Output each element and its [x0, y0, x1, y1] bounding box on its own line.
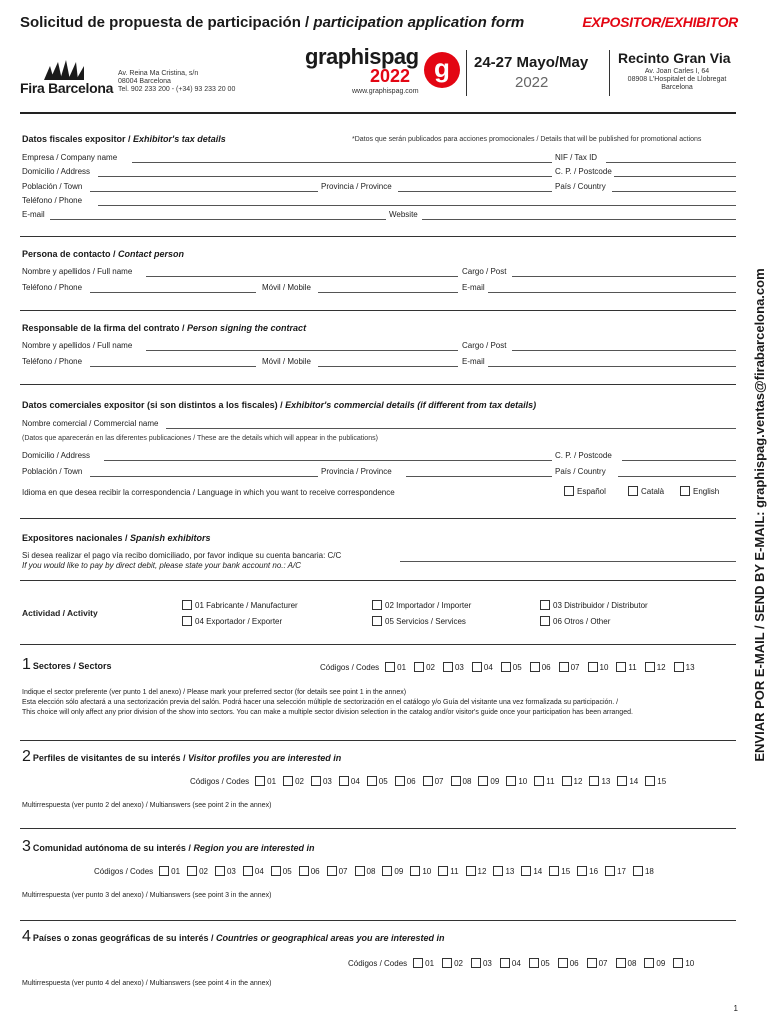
postcode-label: C. P. / Postcode [555, 167, 612, 176]
code-option[interactable] [472, 662, 493, 672]
bank-account-field[interactable] [400, 561, 736, 562]
code-label: 02 [199, 866, 208, 876]
header-divider [609, 50, 610, 96]
language-question: Idioma en que desea recibir la correspondencia / Language in which you want to receive correspondence [22, 488, 395, 497]
countries-codes [348, 958, 694, 968]
regions-note: Multirrespuesta (ver punto 3 del anexo) / Multianswers (see point 3 in the annex) [22, 892, 272, 899]
checkbox-icon[interactable] [616, 958, 626, 968]
signer-phone-field[interactable] [90, 366, 256, 367]
checkbox-icon[interactable] [605, 866, 615, 876]
checkbox-icon[interactable] [589, 776, 599, 786]
code-option[interactable] [587, 958, 608, 968]
code-option[interactable] [159, 866, 180, 876]
code-option[interactable] [283, 776, 304, 786]
code-option[interactable] [633, 866, 654, 876]
checkbox-icon[interactable] [521, 866, 531, 876]
code-label: 08 [627, 958, 637, 968]
countries-note: Multirrespuesta (ver punto 4 del anexo) / Multianswers (see point 4 in the annex) [22, 980, 272, 987]
codes-label: Códigos / Codes [348, 958, 408, 968]
signer-phone-label: Teléfono / Phone [22, 357, 83, 366]
checkbox-icon[interactable] [558, 958, 568, 968]
divider [20, 518, 736, 519]
checkbox-icon[interactable] [562, 776, 572, 786]
town-field[interactable] [90, 191, 318, 192]
checkbox-icon[interactable] [159, 866, 169, 876]
code-label: 14 [629, 776, 639, 786]
checkbox-icon[interactable] [472, 662, 482, 672]
address-field[interactable] [98, 176, 552, 177]
code-option[interactable] [645, 776, 666, 786]
commercial-name-field[interactable] [166, 428, 736, 429]
code-option[interactable] [410, 866, 431, 876]
activity-importer-option[interactable]: 02 Importador / Importer [372, 600, 471, 610]
checkbox-icon[interactable] [549, 866, 559, 876]
code-option[interactable] [385, 662, 406, 672]
code-label: 12 [656, 662, 666, 672]
checkbox-icon[interactable] [501, 662, 511, 672]
event-name: graphispag [305, 44, 419, 69]
checkbox-icon[interactable] [530, 662, 540, 672]
contact-position-field[interactable] [512, 276, 736, 277]
code-label: 05 [540, 958, 550, 968]
regions-codes [94, 866, 654, 876]
code-label: 13 [685, 662, 695, 672]
country-label: País / Country [555, 182, 606, 191]
code-label: 13 [505, 866, 515, 876]
venue-name: Recinto Gran Via [618, 50, 731, 66]
code-option[interactable] [466, 866, 487, 876]
code-label: 09 [394, 866, 404, 876]
code-label: 15 [561, 866, 571, 876]
code-label: 04 [511, 958, 521, 968]
event-dates-year: 2022 [515, 74, 549, 91]
code-label: 03 [226, 866, 236, 876]
code-option[interactable] [215, 866, 236, 876]
divider [20, 920, 736, 921]
sectors-note-1: Indique el sector preferente (ver punto 1 del anexo) / Please mark your preferred sector (for details see point 1 in the annex) [22, 689, 407, 696]
code-option[interactable] [243, 866, 264, 876]
website-field[interactable] [422, 219, 736, 220]
code-label: 10 [422, 866, 432, 876]
email-label: E-mail [22, 210, 45, 219]
checkbox-icon[interactable] [466, 866, 476, 876]
checkbox-icon[interactable] [443, 662, 453, 672]
nif-label: NIF / Tax ID [555, 153, 598, 162]
code-label: 06 [406, 776, 416, 786]
checkbox-icon[interactable] [182, 600, 192, 610]
checkbox-icon[interactable] [311, 776, 321, 786]
commercial-country-field[interactable] [618, 476, 736, 477]
code-option[interactable] [506, 776, 527, 786]
divider [20, 644, 736, 645]
graphispag-g-icon: g [424, 52, 460, 88]
nif-field[interactable] [606, 162, 736, 163]
checkbox-icon[interactable] [299, 866, 309, 876]
checkbox-icon[interactable] [674, 662, 684, 672]
checkbox-icon[interactable] [644, 958, 654, 968]
code-label: 12 [573, 776, 583, 786]
code-option[interactable] [562, 776, 583, 786]
commercial-postcode-field[interactable] [622, 460, 736, 461]
divider [20, 580, 736, 581]
checkbox-icon[interactable] [423, 776, 433, 786]
code-label: 06 [310, 866, 320, 876]
code-label: 14 [533, 866, 543, 876]
code-option[interactable] [395, 776, 416, 786]
bank-account-label-en: If you would like to pay by direct debit, please state your bank account no.: A/C [22, 561, 301, 570]
sectors-note-3: This choice will only affect any prior division of the show into sectors. You can make a multiple sector division selection in the catalog and/or visitor's guide once your participation has been arranged. [22, 709, 633, 716]
activity-other-option[interactable]: 06 Otros / Other [540, 616, 610, 626]
contact-name-label: Nombre y apellidos / Full name [22, 267, 133, 276]
code-option[interactable] [534, 776, 554, 786]
checkbox-icon[interactable] [540, 600, 550, 610]
code-label: 10 [685, 958, 695, 968]
code-label: 08 [366, 866, 376, 876]
code-label: 11 [450, 866, 459, 876]
activity-services-option[interactable]: 05 Servicios / Services [372, 616, 466, 626]
checkbox-icon[interactable] [367, 776, 377, 786]
checkbox-icon[interactable] [413, 958, 423, 968]
checkbox-icon[interactable] [438, 866, 448, 876]
fira-address: Av. Reina Ma Cristina, s/n 08004 Barcelona Tel. 902 233 200 - (+34) 93 233 20 00 [118, 70, 236, 93]
code-option[interactable] [501, 662, 522, 672]
checkbox-icon[interactable] [283, 776, 293, 786]
phone-field[interactable] [98, 205, 736, 206]
checkbox-icon[interactable] [372, 600, 382, 610]
commercial-province-label: Provincia / Province [321, 467, 392, 476]
checkbox-icon[interactable] [255, 776, 265, 786]
town-label: Población / Town [22, 182, 83, 191]
code-label: 13 [601, 776, 611, 786]
signer-mobile-label: Móvil / Mobile [262, 357, 311, 366]
signer-email-field[interactable] [488, 366, 736, 367]
code-option[interactable] [413, 958, 434, 968]
checkbox-icon[interactable] [633, 866, 643, 876]
section-sectors-title: 1 Sectores / Sectors [22, 656, 112, 673]
language-english-option[interactable]: English [680, 486, 719, 496]
code-label: 07 [598, 958, 608, 968]
postcode-field[interactable] [614, 176, 736, 177]
code-label: 05 [378, 776, 388, 786]
code-label: 09 [490, 776, 500, 786]
venue-address: Av. Joan Carles I, 64 08908 L'Hospitalet de Llobregat Barcelona [627, 68, 727, 91]
divider [20, 740, 736, 741]
code-option[interactable] [355, 866, 376, 876]
checkbox-icon[interactable] [645, 662, 655, 672]
activity-label: Actividad / Activity [22, 608, 98, 618]
code-option[interactable] [605, 866, 626, 876]
signer-position-label: Cargo / Post [462, 341, 507, 350]
code-option[interactable] [442, 958, 463, 968]
commercial-address-label: Domicilio / Address [22, 451, 91, 460]
checkbox-icon[interactable] [680, 486, 690, 496]
checkbox-icon[interactable] [673, 958, 683, 968]
codes-label: Códigos / Codes [190, 776, 250, 786]
checkbox-icon[interactable] [577, 866, 587, 876]
checkbox-icon[interactable] [471, 958, 481, 968]
code-option[interactable] [327, 866, 348, 876]
code-label: 06 [569, 958, 579, 968]
event-dates: 24-27 Mayo/May [474, 54, 589, 71]
side-email-notice: ENVIAR POR E-MAIL / SEND BY E-MAIL: graphispag.ventas@firabarcelona.com [752, 268, 767, 762]
checkbox-icon[interactable] [187, 866, 197, 876]
code-label: 16 [589, 866, 599, 876]
checkbox-icon[interactable] [382, 866, 392, 876]
checkbox-icon[interactable] [500, 958, 510, 968]
checkbox-icon[interactable] [372, 616, 382, 626]
code-option[interactable] [478, 776, 499, 786]
code-option[interactable] [589, 776, 610, 786]
code-option[interactable] [673, 958, 694, 968]
code-label: 17 [617, 866, 626, 876]
code-option[interactable] [299, 866, 320, 876]
commercial-town-field[interactable] [90, 476, 318, 477]
code-label: 07 [338, 866, 348, 876]
company-label: Empresa / Company name [22, 153, 118, 162]
section-commercial-title: Datos comerciales expositor (si son distintos a los fiscales) / Exhibitor's commercial details (if different from tax details) [22, 400, 537, 410]
code-option[interactable] [500, 958, 521, 968]
codes-label: Códigos / Codes [94, 866, 154, 876]
checkbox-icon[interactable] [243, 866, 253, 876]
contact-email-field[interactable] [488, 292, 736, 293]
contact-position-label: Cargo / Post [462, 267, 507, 276]
code-option[interactable] [588, 662, 609, 672]
checkbox-icon[interactable] [616, 662, 626, 672]
code-option[interactable] [559, 662, 580, 672]
code-option[interactable] [529, 958, 550, 968]
code-option[interactable] [471, 958, 492, 968]
code-option[interactable] [187, 866, 208, 876]
checkbox-icon[interactable] [506, 776, 516, 786]
country-field[interactable] [612, 191, 736, 192]
promo-note: *Datos que serán publicados para acciones promocionales / Details that will be published for promotional actions [352, 136, 702, 143]
checkbox-icon[interactable] [327, 866, 337, 876]
code-label: 09 [656, 958, 666, 968]
section-visitors-title: 2 Perfiles de visitantes de su interés / Visitor profiles you are interested in [22, 748, 342, 765]
company-field[interactable] [132, 162, 552, 163]
publication-note: (Datos que aparecerán en las diferentes publicaciones / These are the details which will appear in the publications) [22, 435, 378, 442]
commercial-province-field[interactable] [406, 476, 552, 477]
contact-email-label: E-mail [462, 283, 485, 292]
code-option[interactable] [339, 776, 360, 786]
checkbox-icon[interactable] [414, 662, 424, 672]
website-label: Website [389, 210, 418, 219]
code-label: 01 [425, 958, 435, 968]
address-label: Domicilio / Address [22, 167, 91, 176]
checkbox-icon[interactable] [271, 866, 281, 876]
checkbox-icon[interactable] [645, 776, 655, 786]
code-label: 15 [657, 776, 667, 786]
visitors-codes [190, 776, 666, 786]
header-divider [466, 50, 467, 96]
commercial-postcode-label: C. P. / Postcode [555, 451, 612, 460]
divider [20, 828, 736, 829]
code-label: 10 [518, 776, 528, 786]
checkbox-icon[interactable] [478, 776, 488, 786]
code-option[interactable] [438, 866, 458, 876]
event-url: www.graphispag.com [352, 88, 419, 95]
code-option[interactable] [645, 662, 666, 672]
code-label: 05 [282, 866, 292, 876]
commercial-country-label: País / Country [555, 467, 606, 476]
code-label: 02 [426, 662, 435, 672]
contact-name-field[interactable] [146, 276, 458, 277]
code-label: 06 [541, 662, 551, 672]
code-label: 01 [397, 662, 407, 672]
checkbox-icon[interactable] [355, 866, 365, 876]
code-label: 02 [454, 958, 463, 968]
codes-label: Códigos / Codes [320, 662, 380, 672]
commercial-town-label: Población / Town [22, 467, 83, 476]
code-option[interactable] [451, 776, 472, 786]
code-label: 03 [322, 776, 332, 786]
code-option[interactable] [558, 958, 579, 968]
code-label: 03 [454, 662, 464, 672]
code-option[interactable] [311, 776, 332, 786]
language-catalan-option[interactable]: Català [628, 486, 664, 496]
code-option[interactable] [382, 866, 403, 876]
checkbox-icon[interactable] [442, 958, 452, 968]
event-year: 2022 [370, 66, 411, 86]
commercial-address-field[interactable] [104, 460, 552, 461]
checkbox-icon[interactable] [339, 776, 349, 786]
code-option[interactable] [443, 662, 464, 672]
signer-mobile-field[interactable] [318, 366, 458, 367]
signer-name-field[interactable] [146, 350, 458, 351]
signer-position-field[interactable] [512, 350, 736, 351]
divider [20, 384, 736, 385]
commercial-name-label: Nombre comercial / Commercial name [22, 419, 159, 428]
activity-distributor-option[interactable]: 03 Distribuidor / Distributor [540, 600, 648, 610]
code-label: 01 [267, 776, 277, 786]
divider [20, 236, 736, 237]
code-option[interactable] [423, 776, 444, 786]
activity-manufacturer-option[interactable]: 01 Fabricante / Manufacturer [182, 600, 298, 610]
phone-label: Teléfono / Phone [22, 196, 83, 205]
code-option[interactable] [530, 662, 551, 672]
code-option[interactable] [674, 662, 695, 672]
section-spanish-title: Expositores nacionales / Spanish exhibitors [22, 533, 211, 543]
code-label: 01 [171, 866, 181, 876]
contact-mobile-label: Móvil / Mobile [262, 283, 311, 292]
language-spanish-option[interactable]: Español [564, 486, 606, 496]
section-countries-title: 4 Países o zonas geográficas de su interés / Countries or geographical areas you are interested in [22, 928, 445, 945]
code-label: 12 [477, 866, 487, 876]
email-field[interactable] [50, 219, 386, 220]
visitors-note: Multirrespuesta (ver punto 2 del anexo) / Multianswers (see point 2 in the annex) [22, 802, 272, 809]
code-option[interactable] [577, 866, 598, 876]
code-label: 08 [462, 776, 472, 786]
code-label: 04 [350, 776, 360, 786]
code-option[interactable] [616, 662, 636, 672]
section-signer-title: Responsable de la firma del contrato / Person signing the contract [22, 323, 307, 333]
contact-phone-field[interactable] [90, 292, 256, 293]
signer-email-label: E-mail [462, 357, 485, 366]
checkbox-icon[interactable] [559, 662, 569, 672]
code-label: 07 [570, 662, 580, 672]
code-label: 04 [483, 662, 493, 672]
code-option[interactable] [271, 866, 292, 876]
checkbox-icon[interactable] [564, 486, 574, 496]
code-label: 03 [482, 958, 492, 968]
code-label: 18 [644, 866, 654, 876]
code-option[interactable] [549, 866, 570, 876]
divider [20, 310, 736, 311]
province-field[interactable] [398, 191, 552, 192]
code-label: 11 [628, 662, 637, 672]
code-label: 02 [295, 776, 304, 786]
checkbox-icon[interactable] [385, 662, 395, 672]
sectors-codes [320, 662, 695, 672]
section-regions-title: 3 Comunidad autónoma de su interés / Region you are interested in [22, 838, 315, 855]
checkbox-icon[interactable] [395, 776, 405, 786]
contact-phone-label: Teléfono / Phone [22, 283, 83, 292]
checkbox-icon[interactable] [493, 866, 503, 876]
activity-exporter-option[interactable]: 04 Exportador / Exporter [182, 616, 282, 626]
checkbox-icon[interactable] [410, 866, 420, 876]
checkbox-icon[interactable] [215, 866, 225, 876]
checkbox-icon[interactable] [628, 486, 638, 496]
checkbox-icon[interactable] [587, 958, 597, 968]
checkbox-icon[interactable] [529, 958, 539, 968]
checkbox-icon[interactable] [540, 616, 550, 626]
code-option[interactable] [414, 662, 435, 672]
code-label: 11 [546, 776, 555, 786]
fira-barcelona-logo-icon [20, 58, 112, 82]
fira-barcelona-name: Fira Barcelona [20, 80, 114, 96]
checkbox-icon[interactable] [588, 662, 598, 672]
checkbox-icon[interactable] [182, 616, 192, 626]
section-contact-title: Persona de contacto / Contact person [22, 249, 185, 259]
code-label: 05 [512, 662, 522, 672]
section-tax-title: Datos fiscales expositor / Exhibitor's tax details [22, 134, 226, 144]
code-option[interactable] [617, 776, 638, 786]
bank-account-label-es: Si desea realizar el pago vía recibo domiciliado, por favor indique su cuenta bancaria: C/C [22, 551, 342, 560]
exhibitor-label: EXPOSITOR/EXHIBITOR [582, 14, 738, 30]
code-option[interactable] [616, 958, 637, 968]
form-title: Solicitud de propuesta de participación / participation application form [20, 14, 525, 31]
sectors-note-2: Esta elección sólo afectará a una sectorización previa del salón. Podrá hacer una selección múltiple de sectorización en el catálogo y/o Guía del visitante una vez formalizada su participación. / [22, 699, 619, 706]
checkbox-icon[interactable] [451, 776, 461, 786]
code-option[interactable] [255, 776, 276, 786]
contact-mobile-field[interactable] [318, 292, 458, 293]
code-option[interactable] [644, 958, 665, 968]
code-label: 07 [434, 776, 444, 786]
checkbox-icon[interactable] [534, 776, 544, 786]
code-option[interactable] [493, 866, 514, 876]
province-label: Provincia / Province [321, 182, 392, 191]
code-label: 04 [254, 866, 264, 876]
signer-name-label: Nombre y apellidos / Full name [22, 341, 133, 350]
divider [20, 112, 736, 114]
code-label: 10 [599, 662, 609, 672]
page-number: 1 [733, 1004, 738, 1013]
code-option[interactable] [521, 866, 542, 876]
checkbox-icon[interactable] [617, 776, 627, 786]
code-option[interactable] [367, 776, 388, 786]
